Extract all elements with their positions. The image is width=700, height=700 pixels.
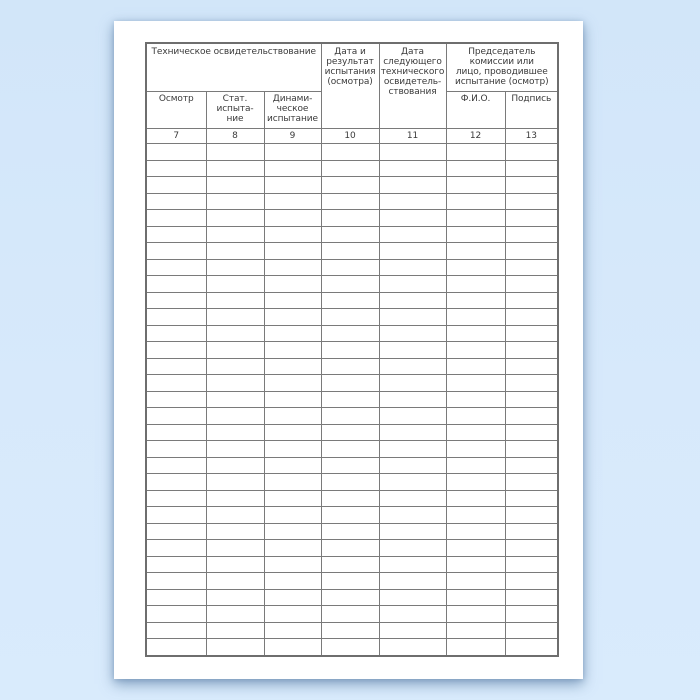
header-signature: Подпись — [505, 92, 558, 129]
empty-cell — [206, 457, 264, 474]
empty-cell — [146, 160, 206, 177]
empty-cell — [206, 210, 264, 227]
empty-cell — [379, 408, 446, 425]
empty-cell — [146, 622, 206, 639]
empty-cell — [321, 144, 379, 161]
empty-cell — [321, 441, 379, 458]
empty-cell — [146, 226, 206, 243]
empty-cell — [146, 424, 206, 441]
empty-cell — [206, 606, 264, 623]
empty-cell — [206, 375, 264, 392]
empty-cell — [505, 226, 558, 243]
empty-cell — [264, 292, 321, 309]
empty-cell — [206, 424, 264, 441]
empty-row — [146, 160, 558, 177]
empty-cell — [264, 210, 321, 227]
empty-cell — [379, 276, 446, 293]
empty-row — [146, 556, 558, 573]
empty-cell — [379, 243, 446, 260]
empty-cell — [146, 342, 206, 359]
empty-cell — [505, 391, 558, 408]
header-full-name: Ф.И.О. — [446, 92, 505, 129]
column-number: 13 — [505, 129, 558, 144]
empty-cell — [146, 309, 206, 326]
empty-cell — [379, 490, 446, 507]
empty-cell — [206, 177, 264, 194]
empty-row — [146, 639, 558, 656]
empty-cell — [379, 391, 446, 408]
empty-cell — [505, 193, 558, 210]
inspection-log-table — [145, 42, 559, 657]
empty-cell — [379, 441, 446, 458]
column-number: 10 — [321, 129, 379, 144]
empty-cell — [446, 210, 505, 227]
empty-cell — [146, 507, 206, 524]
empty-cell — [379, 177, 446, 194]
empty-cell — [505, 622, 558, 639]
empty-row — [146, 589, 558, 606]
empty-cell — [206, 639, 264, 656]
empty-cell — [321, 622, 379, 639]
empty-cell — [379, 474, 446, 491]
empty-cell — [264, 639, 321, 656]
empty-cell — [146, 259, 206, 276]
empty-cell — [379, 144, 446, 161]
empty-cell — [321, 457, 379, 474]
empty-cell — [379, 457, 446, 474]
empty-row — [146, 243, 558, 260]
empty-cell — [321, 408, 379, 425]
empty-cell — [321, 160, 379, 177]
empty-cell — [379, 424, 446, 441]
empty-cell — [505, 556, 558, 573]
empty-cell — [264, 589, 321, 606]
empty-cell — [446, 309, 505, 326]
empty-cell — [321, 177, 379, 194]
empty-cell — [264, 540, 321, 557]
empty-row — [146, 259, 558, 276]
empty-cell — [446, 276, 505, 293]
empty-cell — [206, 243, 264, 260]
empty-row — [146, 292, 558, 309]
empty-cell — [446, 193, 505, 210]
empty-cell — [146, 276, 206, 293]
empty-cell — [446, 226, 505, 243]
empty-cell — [379, 639, 446, 656]
empty-cell — [446, 490, 505, 507]
empty-cell — [264, 358, 321, 375]
empty-cell — [321, 507, 379, 524]
empty-cell — [446, 292, 505, 309]
empty-cell — [446, 441, 505, 458]
empty-cell — [379, 358, 446, 375]
empty-row — [146, 210, 558, 227]
empty-cell — [321, 358, 379, 375]
empty-cell — [264, 309, 321, 326]
empty-row — [146, 144, 558, 161]
empty-cell — [206, 556, 264, 573]
empty-cell — [321, 210, 379, 227]
empty-cell — [264, 325, 321, 342]
empty-cell — [206, 226, 264, 243]
empty-row — [146, 507, 558, 524]
empty-cell — [264, 573, 321, 590]
column-numbers-row — [146, 129, 558, 144]
empty-cell — [146, 408, 206, 425]
empty-cell — [206, 144, 264, 161]
empty-cell — [379, 210, 446, 227]
empty-cell — [146, 358, 206, 375]
empty-cell — [264, 276, 321, 293]
empty-cell — [446, 160, 505, 177]
empty-cell — [379, 193, 446, 210]
empty-cell — [379, 606, 446, 623]
empty-cell — [446, 325, 505, 342]
empty-cell — [505, 325, 558, 342]
empty-cell — [505, 589, 558, 606]
empty-row — [146, 391, 558, 408]
empty-cell — [264, 556, 321, 573]
empty-cell — [379, 292, 446, 309]
empty-cell — [206, 276, 264, 293]
empty-cell — [264, 177, 321, 194]
empty-cell — [446, 507, 505, 524]
empty-cell — [206, 325, 264, 342]
empty-cell — [146, 523, 206, 540]
empty-cell — [379, 325, 446, 342]
empty-cell — [146, 177, 206, 194]
empty-cell — [206, 193, 264, 210]
empty-row — [146, 408, 558, 425]
column-number: 8 — [206, 129, 264, 144]
empty-cell — [505, 606, 558, 623]
column-number: 12 — [446, 129, 505, 144]
empty-cell — [505, 573, 558, 590]
empty-cell — [379, 622, 446, 639]
empty-cell — [321, 424, 379, 441]
empty-cell — [379, 540, 446, 557]
empty-cell — [505, 309, 558, 326]
empty-cell — [321, 573, 379, 590]
empty-cell — [206, 540, 264, 557]
empty-cell — [446, 457, 505, 474]
empty-cell — [146, 210, 206, 227]
empty-row — [146, 276, 558, 293]
empty-cell — [505, 523, 558, 540]
empty-cell — [379, 589, 446, 606]
empty-cell — [505, 243, 558, 260]
empty-cell — [264, 160, 321, 177]
empty-cell — [446, 523, 505, 540]
empty-cell — [206, 474, 264, 491]
empty-row — [146, 342, 558, 359]
table-body — [146, 144, 558, 656]
header-tech-examination: Техническое освидетельствование — [146, 43, 321, 92]
empty-row — [146, 309, 558, 326]
empty-cell — [264, 342, 321, 359]
empty-cell — [321, 309, 379, 326]
empty-cell — [146, 573, 206, 590]
empty-cell — [264, 606, 321, 623]
empty-row — [146, 177, 558, 194]
empty-cell — [321, 474, 379, 491]
empty-cell — [264, 523, 321, 540]
empty-cell — [264, 507, 321, 524]
empty-cell — [206, 408, 264, 425]
empty-cell — [321, 276, 379, 293]
empty-cell — [146, 243, 206, 260]
header-inspection: Осмотр — [146, 92, 206, 129]
empty-cell — [264, 490, 321, 507]
empty-cell — [321, 589, 379, 606]
empty-cell — [206, 160, 264, 177]
empty-cell — [446, 639, 505, 656]
empty-cell — [321, 523, 379, 540]
empty-row — [146, 490, 558, 507]
empty-cell — [206, 342, 264, 359]
empty-cell — [505, 507, 558, 524]
empty-cell — [446, 342, 505, 359]
empty-cell — [264, 259, 321, 276]
empty-cell — [505, 639, 558, 656]
empty-cell — [146, 325, 206, 342]
empty-row — [146, 441, 558, 458]
empty-row — [146, 622, 558, 639]
empty-cell — [446, 259, 505, 276]
empty-row — [146, 573, 558, 590]
empty-cell — [505, 474, 558, 491]
empty-cell — [379, 309, 446, 326]
empty-cell — [446, 622, 505, 639]
empty-cell — [505, 441, 558, 458]
empty-cell — [146, 606, 206, 623]
empty-cell — [321, 325, 379, 342]
empty-cell — [379, 375, 446, 392]
empty-cell — [206, 441, 264, 458]
empty-cell — [505, 375, 558, 392]
empty-row — [146, 193, 558, 210]
empty-cell — [321, 606, 379, 623]
empty-cell — [321, 259, 379, 276]
empty-cell — [505, 292, 558, 309]
empty-cell — [379, 226, 446, 243]
empty-cell — [446, 243, 505, 260]
empty-cell — [379, 507, 446, 524]
empty-cell — [379, 556, 446, 573]
empty-cell — [146, 292, 206, 309]
column-number: 11 — [379, 129, 446, 144]
empty-cell — [379, 160, 446, 177]
empty-cell — [146, 441, 206, 458]
empty-cell — [446, 358, 505, 375]
empty-cell — [446, 177, 505, 194]
empty-cell — [321, 556, 379, 573]
empty-cell — [505, 490, 558, 507]
empty-cell — [206, 391, 264, 408]
empty-cell — [146, 556, 206, 573]
empty-row — [146, 424, 558, 441]
empty-cell — [379, 342, 446, 359]
empty-cell — [446, 589, 505, 606]
header-dynamic-test: Динами- ческое испытание — [264, 92, 321, 129]
empty-row — [146, 606, 558, 623]
empty-cell — [264, 144, 321, 161]
empty-cell — [321, 226, 379, 243]
empty-cell — [264, 391, 321, 408]
empty-cell — [206, 490, 264, 507]
empty-cell — [446, 556, 505, 573]
empty-cell — [146, 391, 206, 408]
empty-cell — [505, 259, 558, 276]
header-next-examination-date: Дата следующего технического освидетель- ствования — [379, 43, 446, 129]
empty-cell — [146, 474, 206, 491]
empty-cell — [146, 375, 206, 392]
empty-cell — [264, 441, 321, 458]
empty-cell — [146, 589, 206, 606]
empty-cell — [146, 639, 206, 656]
empty-row — [146, 375, 558, 392]
empty-cell — [446, 540, 505, 557]
empty-cell — [446, 474, 505, 491]
empty-cell — [264, 457, 321, 474]
empty-cell — [206, 589, 264, 606]
empty-cell — [446, 391, 505, 408]
empty-cell — [379, 573, 446, 590]
column-number: 9 — [264, 129, 321, 144]
empty-cell — [505, 160, 558, 177]
empty-cell — [505, 540, 558, 557]
empty-cell — [505, 342, 558, 359]
empty-cell — [446, 573, 505, 590]
empty-cell — [505, 424, 558, 441]
header-date-and-result: Дата и результат испытания (осмотра) — [321, 43, 379, 129]
empty-cell — [321, 243, 379, 260]
empty-cell — [446, 375, 505, 392]
empty-cell — [321, 639, 379, 656]
empty-cell — [321, 342, 379, 359]
empty-cell — [446, 606, 505, 623]
empty-cell — [321, 193, 379, 210]
empty-row — [146, 226, 558, 243]
document-page — [114, 21, 583, 679]
empty-cell — [321, 540, 379, 557]
empty-cell — [446, 144, 505, 161]
empty-cell — [146, 193, 206, 210]
empty-row — [146, 523, 558, 540]
empty-cell — [206, 292, 264, 309]
empty-row — [146, 457, 558, 474]
empty-cell — [206, 523, 264, 540]
empty-cell — [446, 424, 505, 441]
empty-row — [146, 358, 558, 375]
empty-cell — [446, 408, 505, 425]
empty-cell — [264, 375, 321, 392]
empty-cell — [146, 144, 206, 161]
column-number: 7 — [146, 129, 206, 144]
empty-cell — [264, 622, 321, 639]
empty-cell — [264, 226, 321, 243]
empty-cell — [505, 276, 558, 293]
empty-cell — [379, 259, 446, 276]
empty-cell — [146, 490, 206, 507]
empty-cell — [264, 243, 321, 260]
empty-cell — [146, 540, 206, 557]
empty-cell — [505, 408, 558, 425]
empty-cell — [206, 358, 264, 375]
empty-cell — [321, 375, 379, 392]
empty-cell — [264, 193, 321, 210]
empty-row — [146, 474, 558, 491]
empty-cell — [206, 507, 264, 524]
empty-cell — [505, 457, 558, 474]
table-header-row-1 — [146, 43, 558, 92]
empty-cell — [264, 424, 321, 441]
empty-cell — [321, 490, 379, 507]
empty-cell — [264, 408, 321, 425]
empty-cell — [206, 622, 264, 639]
empty-cell — [264, 474, 321, 491]
empty-cell — [206, 309, 264, 326]
empty-cell — [146, 457, 206, 474]
empty-cell — [206, 259, 264, 276]
header-static-test: Стат. испыта- ние — [206, 92, 264, 129]
empty-cell — [379, 523, 446, 540]
empty-cell — [505, 144, 558, 161]
empty-cell — [505, 177, 558, 194]
empty-cell — [505, 358, 558, 375]
empty-cell — [206, 573, 264, 590]
empty-cell — [505, 210, 558, 227]
empty-cell — [321, 391, 379, 408]
empty-cell — [321, 292, 379, 309]
header-commission-chairman: Председатель комиссии или лицо, проводившее испытание (осмотр) — [446, 43, 558, 92]
empty-row — [146, 325, 558, 342]
empty-row — [146, 540, 558, 557]
